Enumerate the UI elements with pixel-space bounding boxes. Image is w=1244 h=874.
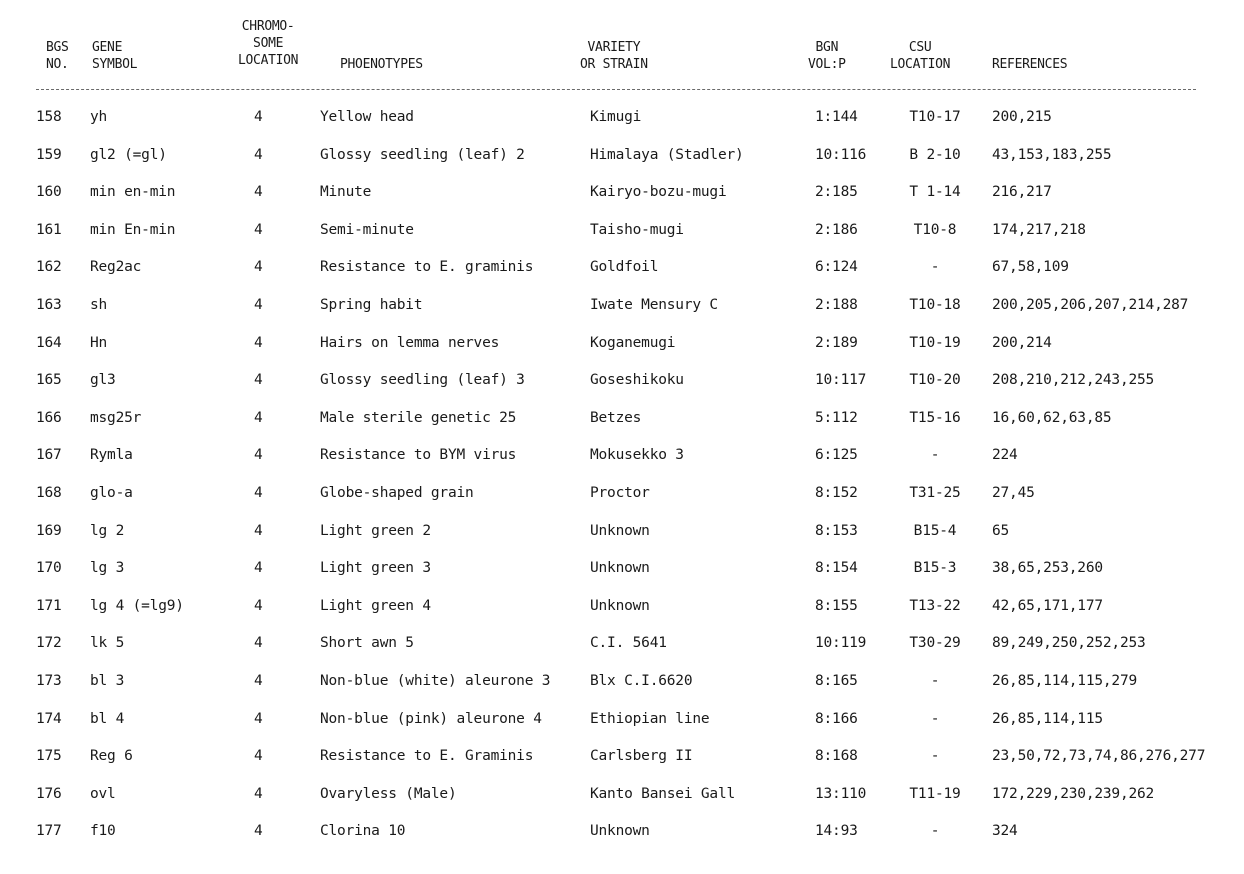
bgn-vol-cell: 13:110	[815, 785, 867, 802]
bgn-vol-cell: 8:168	[815, 748, 858, 765]
csu-location-cell: -	[930, 748, 940, 765]
header-divider	[36, 89, 1196, 90]
bgn-vol-cell: 10:116	[815, 146, 867, 163]
chromosome-cell: 4	[254, 259, 263, 276]
chromosome-cell: 4	[254, 597, 263, 614]
variety-cell: C.I. 5641	[590, 635, 667, 652]
phenotype-cell: Resistance to E. Graminis	[320, 748, 534, 765]
bgs-no-cell: 158	[36, 109, 62, 125]
chromosome-cell: 4	[254, 560, 263, 577]
phenotype-cell: Glossy seedling (leaf) 3	[320, 372, 525, 389]
table-row	[0, 514, 1244, 552]
phenotype-cell: Globe-shaped grain	[320, 484, 474, 501]
references-cell: 216,217	[992, 184, 1052, 201]
gene-symbol-cell: yh	[90, 109, 108, 125]
csu-location-cell: T 1-14	[909, 184, 961, 201]
bgn-vol-cell: 10:117	[815, 372, 867, 389]
bgs-no-cell: 175	[36, 748, 62, 765]
bgn-vol-cell: 1:144	[815, 109, 858, 125]
table-row	[0, 626, 1244, 664]
variety-cell: Himalaya (Stadler)	[590, 146, 744, 163]
gene-symbol-cell: sh	[90, 296, 108, 313]
csu-location-cell: -	[930, 672, 940, 689]
csu-location-cell: B15-3	[913, 560, 957, 577]
table-row	[0, 175, 1244, 213]
table-row	[0, 326, 1244, 364]
header-phenotypes: PHOENOTYPES	[340, 57, 423, 72]
bgs-no-cell: 167	[36, 447, 62, 464]
variety-cell: Taisho-mugi	[590, 221, 684, 238]
chromosome-cell: 4	[254, 184, 263, 201]
bgs-no-cell: 160	[36, 184, 62, 201]
variety-cell: Proctor	[590, 484, 650, 501]
chromosome-cell: 4	[254, 409, 263, 426]
bgn-vol-cell: 8:155	[815, 597, 858, 614]
table-row	[0, 288, 1244, 326]
chromosome-cell: 4	[254, 823, 263, 840]
bgn-vol-cell: 6:125	[815, 447, 858, 464]
phenotype-cell: Non-blue (pink) aleurone 4	[320, 710, 542, 727]
references-cell: 26,85,114,115,279	[992, 672, 1138, 689]
bgs-no-cell: 164	[36, 334, 62, 351]
table-row	[0, 664, 1244, 702]
variety-cell: Carlsberg II	[590, 748, 693, 765]
gene-symbol-cell: min en-min	[90, 184, 176, 201]
variety-cell: Betzes	[590, 409, 642, 426]
gene-symbol-cell: min En-min	[90, 221, 176, 238]
phenotype-cell: Resistance to BYM virus	[320, 447, 517, 464]
bgn-vol-cell: 8:153	[815, 522, 858, 539]
bgs-no-cell: 170	[36, 560, 62, 577]
bgn-vol-cell: 14:93	[815, 823, 858, 840]
csu-location-cell: T15-16	[909, 409, 961, 426]
references-cell: 174,217,218	[992, 221, 1086, 238]
references-cell: 200,214	[992, 334, 1052, 351]
table-row	[0, 777, 1244, 815]
phenotype-cell: Yellow head	[320, 109, 414, 125]
gene-symbol-cell: glo-a	[90, 484, 133, 501]
gene-symbol-cell: lg 2	[90, 522, 125, 539]
csu-location-cell: T10-19	[909, 334, 961, 351]
bgn-vol-cell: 2:188	[815, 296, 858, 313]
bgn-vol-cell: 6:124	[815, 259, 858, 276]
chromosome-cell: 4	[254, 296, 263, 313]
bgs-no-cell: 169	[36, 522, 62, 539]
table-row	[0, 401, 1244, 439]
table-row	[0, 100, 1244, 138]
chromosome-cell: 4	[254, 748, 263, 765]
bgn-vol-cell: 2:189	[815, 334, 858, 351]
csu-location-cell: -	[930, 259, 940, 276]
bgn-vol-cell: 8:154	[815, 560, 858, 577]
gene-symbol-cell: bl 3	[90, 672, 125, 689]
phenotype-cell: Light green 3	[320, 560, 431, 577]
references-cell: 42,65,171,177	[992, 597, 1103, 614]
references-cell: 27,45	[992, 484, 1035, 501]
phenotype-cell: Male sterile genetic 25	[320, 409, 517, 426]
csu-location-cell: B15-4	[913, 522, 957, 539]
phenotype-cell: Minute	[320, 184, 372, 201]
header-bgn-vol: BGN VOL:P	[808, 40, 846, 72]
chromosome-cell: 4	[254, 334, 263, 351]
bgs-no-cell: 162	[36, 259, 62, 276]
gene-symbol-cell: gl2 (=gl)	[90, 146, 167, 163]
csu-location-cell: -	[930, 823, 940, 840]
csu-location-cell: -	[930, 710, 940, 727]
gene-symbol-cell: Reg2ac	[90, 259, 142, 276]
references-cell: 172,229,230,239,262	[992, 785, 1155, 802]
phenotype-cell: Semi-minute	[320, 221, 414, 238]
table-body	[0, 100, 1244, 852]
references-cell: 200,205,206,207,214,287	[992, 296, 1189, 313]
variety-cell: Koganemugi	[590, 334, 676, 351]
table-row	[0, 138, 1244, 176]
phenotype-cell: Ovaryless (Male)	[320, 785, 457, 802]
references-cell: 208,210,212,243,255	[992, 372, 1155, 389]
table-row	[0, 438, 1244, 476]
chromosome-cell: 4	[254, 146, 263, 163]
variety-cell: Unknown	[590, 823, 650, 840]
references-cell: 26,85,114,115	[992, 710, 1103, 727]
references-cell: 23,50,72,73,74,86,276,277	[992, 748, 1206, 765]
chromosome-cell: 4	[254, 484, 263, 501]
bgs-no-cell: 166	[36, 409, 62, 426]
csu-location-cell: T11-19	[909, 785, 961, 802]
references-cell: 224	[992, 447, 1018, 464]
bgs-no-cell: 161	[36, 221, 62, 238]
chromosome-cell: 4	[254, 109, 263, 125]
phenotype-cell: Hairs on lemma nerves	[320, 334, 500, 351]
chromosome-cell: 4	[254, 522, 263, 539]
references-cell: 324	[992, 823, 1018, 840]
bgs-no-cell: 168	[36, 484, 62, 501]
references-cell: 38,65,253,260	[992, 560, 1103, 577]
variety-cell: Kairyo-bozu-mugi	[590, 184, 727, 201]
phenotype-cell: Non-blue (white) aleurone 3	[320, 672, 551, 689]
references-cell: 65	[992, 522, 1010, 539]
bgs-no-cell: 171	[36, 597, 62, 614]
variety-cell: Blx C.I.6620	[590, 672, 693, 689]
table-row	[0, 363, 1244, 401]
variety-cell: Goseshikoku	[590, 372, 684, 389]
table-row	[0, 551, 1244, 589]
gene-symbol-cell: lg 3	[90, 560, 125, 577]
chromosome-cell: 4	[254, 785, 263, 802]
header-chromosome-location: CHROMO- SOME LOCATION	[238, 19, 299, 68]
bgn-vol-cell: 5:112	[815, 409, 858, 426]
chromosome-cell: 4	[254, 447, 263, 464]
phenotype-cell: Glossy seedling (leaf) 2	[320, 146, 525, 163]
chromosome-cell: 4	[254, 710, 263, 727]
table-row	[0, 702, 1244, 740]
table-row	[0, 250, 1244, 288]
table-row	[0, 476, 1244, 514]
csu-location-cell: -	[930, 447, 940, 464]
bgn-vol-cell: 10:119	[815, 635, 867, 652]
phenotype-cell: Spring habit	[320, 296, 423, 313]
header-gene-symbol: GENE SYMBOL	[92, 40, 138, 72]
gene-symbol-cell: Reg 6	[90, 748, 133, 765]
gene-symbol-cell: Rymla	[90, 447, 133, 464]
header-bgs-no: BGS NO.	[46, 40, 69, 72]
bgs-no-cell: 176	[36, 785, 62, 802]
gene-symbol-cell: lk 5	[90, 635, 125, 652]
gene-symbol-cell: Hn	[90, 334, 108, 351]
csu-location-cell: T10-8	[913, 221, 957, 238]
phenotype-cell: Light green 2	[320, 522, 431, 539]
table-row	[0, 814, 1244, 852]
phenotype-cell: Resistance to E. graminis	[320, 259, 534, 276]
variety-cell: Goldfoil	[590, 259, 659, 276]
bgs-no-cell: 163	[36, 296, 62, 313]
gene-symbol-cell: f10	[90, 823, 116, 840]
references-cell: 200,215	[992, 109, 1052, 125]
header-csu-location: CSU LOCATION	[890, 40, 951, 72]
csu-location-cell: T30-29	[909, 635, 961, 652]
bgs-no-cell: 165	[36, 372, 62, 389]
chromosome-cell: 4	[254, 635, 263, 652]
references-cell: 43,153,183,255	[992, 146, 1112, 163]
csu-location-cell: T10-20	[909, 372, 961, 389]
table-row	[0, 739, 1244, 777]
variety-cell: Unknown	[590, 597, 650, 614]
chromosome-cell: 4	[254, 372, 263, 389]
header-variety: VARIETY OR STRAIN	[580, 40, 648, 72]
variety-cell: Kimugi	[590, 109, 642, 125]
csu-location-cell: B 2-10	[909, 146, 961, 163]
phenotype-cell: Short awn 5	[320, 635, 414, 652]
phenotype-cell: Light green 4	[320, 597, 431, 614]
gene-symbol-cell: gl3	[90, 372, 116, 389]
variety-cell: Mokusekko 3	[590, 447, 684, 464]
bgs-no-cell: 173	[36, 672, 62, 689]
chromosome-cell: 4	[254, 672, 263, 689]
variety-cell: Unknown	[590, 560, 650, 577]
variety-cell: Kanto Bansei Gall	[590, 785, 736, 802]
references-cell: 89,249,250,252,253	[992, 635, 1146, 652]
gene-symbol-cell: bl 4	[90, 710, 125, 727]
bgn-vol-cell: 8:166	[815, 710, 858, 727]
header-references: REFERENCES	[992, 57, 1068, 72]
bgs-no-cell: 172	[36, 635, 62, 652]
bgs-no-cell: 159	[36, 146, 62, 163]
csu-location-cell: T10-17	[909, 109, 961, 125]
variety-cell: Ethiopian line	[590, 710, 710, 727]
variety-cell: Iwate Mensury C	[590, 296, 718, 313]
chromosome-cell: 4	[254, 221, 263, 238]
bgn-vol-cell: 2:186	[815, 221, 858, 238]
bgn-vol-cell: 8:152	[815, 484, 858, 501]
bgs-no-cell: 174	[36, 710, 62, 727]
variety-cell: Unknown	[590, 522, 650, 539]
gene-symbol-cell: ovl	[90, 785, 116, 802]
table-row	[0, 213, 1244, 251]
csu-location-cell: T31-25	[909, 484, 961, 501]
gene-symbol-cell: msg25r	[90, 409, 142, 426]
table-row	[0, 589, 1244, 627]
csu-location-cell: T13-22	[909, 597, 961, 614]
bgn-vol-cell: 2:185	[815, 184, 858, 201]
references-cell: 16,60,62,63,85	[992, 409, 1112, 426]
references-cell: 67,58,109	[992, 259, 1069, 276]
bgn-vol-cell: 8:165	[815, 672, 858, 689]
table-header	[0, 18, 1244, 78]
csu-location-cell: T10-18	[909, 296, 961, 313]
bgs-no-cell: 177	[36, 823, 62, 840]
phenotype-cell: Clorina 10	[320, 823, 406, 840]
gene-symbol-cell: lg 4 (=lg9)	[90, 597, 184, 614]
